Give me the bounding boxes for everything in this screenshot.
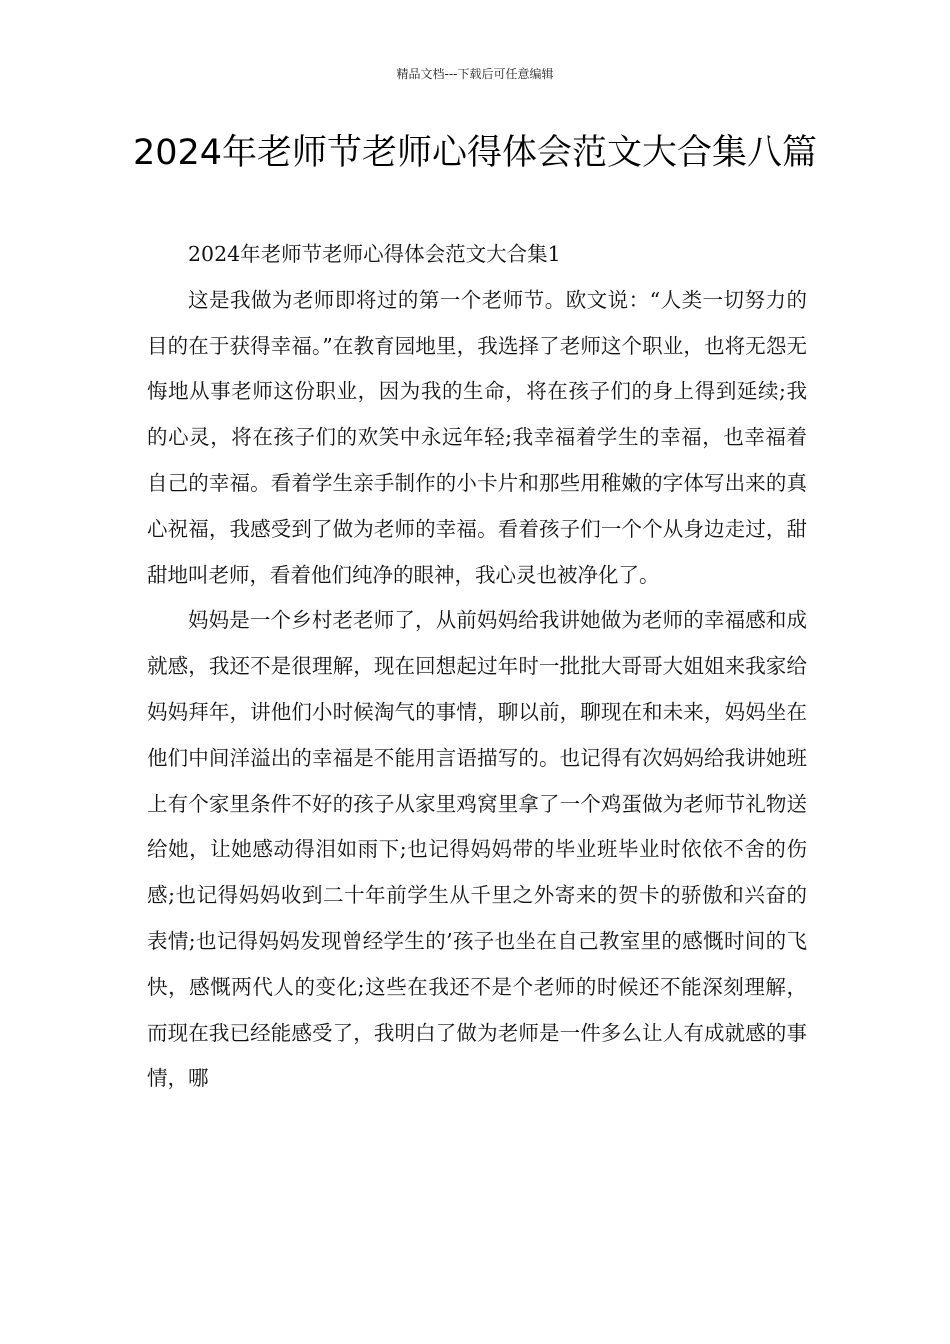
document-body	[147, 232, 807, 1102]
paragraph-1: 这是我做为老师即将过的第一个老师节。欧文说：“人类一切努力的目的在于获得幸福。”在教育园地里，我选择了老师这个职业，也将无怨无悔地从事老师这份职业，因为我的生命，将在孩子们的身上得到延续;我的心灵，将在孩子们的欢笑中永远年轻;我幸福着学生的幸福，也幸福着自己的幸福。看着学生亲手制作的小卡片和那些用稚嫩的字体写出来的真心祝福，我感受到了做为老师的幸福。看着孩子们一个个从身边走过，甜甜地叫老师，看着他们纯净的眼神，我心灵也被净化了。	[147, 287, 807, 587]
document-title: 2024年老师节老师心得体会范文大合集八篇	[132, 133, 818, 173]
paragraph-2: 妈妈是一个乡村老老师了，从前妈妈给我讲她做为老师的幸福感和成就感，我还不是很理解，现在回想起过年时一批批大哥哥大姐姐来我家给妈妈拜年，讲他们小时候淘气的事情，聊以前，聊现在和未来，妈妈坐在他们中间洋溢出的幸福是不能用言语描写的。也记得有次妈妈给我讲她班上有个家里条件不好的孩子从家里鸡窝里拿了一个鸡蛋做为老师节礼物送给她，让她感动得泪如雨下;也记得妈妈带的毕业班毕业时依依不舍的伤感;也记得妈妈收到二十年前学生从千里之外寄来的贺卡的骄傲和兴奋的表情;也记得妈妈发现曾经学生的’孩子也坐在自己教室里的感慨时间的飞快，感慨两代人的变化;这些在我还不是个老师的时候还不能深刻理解，而现在我已经能感受了，我明白了做为老师是一件多么让人有成就感的事情，哪	[147, 608, 807, 1091]
section-subtitle: 2024年老师节老师心得体会范文大合集1	[188, 242, 561, 266]
header-note: 精品文档---下载后可任意编辑	[396, 67, 554, 81]
